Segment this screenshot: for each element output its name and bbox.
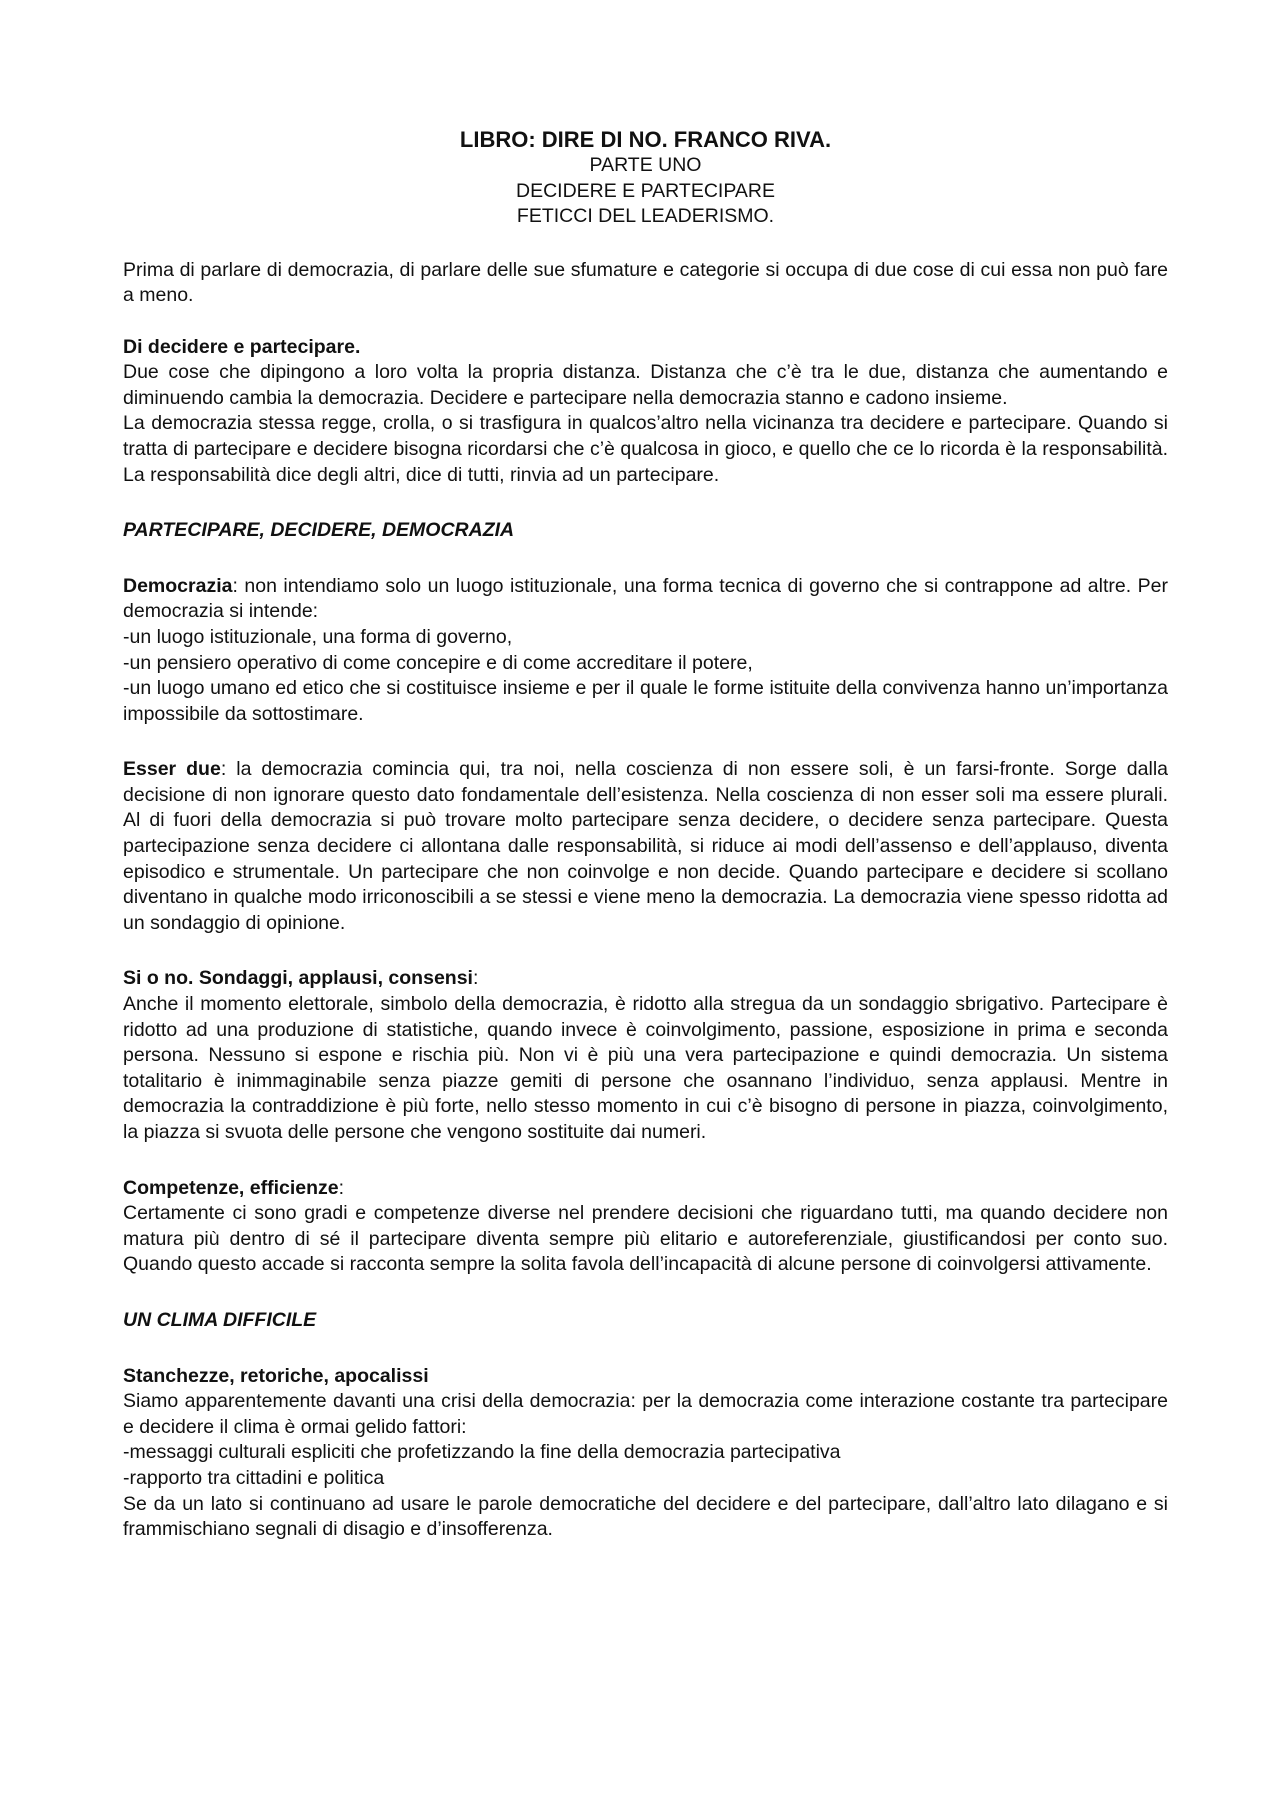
decidere-paragraph-1: Due cose che dipingono a loro volta la propria distanza. Distanza che c’è tra le due, distanza che aumentando e diminuendo cambia la democrazia. Decidere e partecipare nella democrazia stanno e cadono insieme. — [123, 361, 1168, 409]
list-item: -un luogo istituzionale, una forma di governo, — [123, 625, 513, 648]
document-title: LIBRO: DIRE DI NO. FRANCO RIVA. — [459, 127, 832, 152]
stanchezze-heading: Stanchezze, retoriche, apocalissi — [123, 1364, 429, 1387]
decidere-paragraph-2: La democrazia stessa regge, crolla, o si trasfigura in qualcos’altro nella vicinanza tra decidere e partecipare. Quando si tratta di partecipare e decidere bisogna ricordarsi che c’è qualcosa in gioco, e quello che ce lo ricorda è la responsabilità. La responsabilità dice degli altri, dice di tutti, rinvia ad un partecipare. — [123, 412, 1168, 486]
stanchezze-list — [123, 1440, 1168, 1491]
section-heading-clima: UN CLIMA DIFFICILE — [123, 1308, 317, 1331]
intro-paragraph: Prima di parlare di democrazia, di parlare delle sue sfumature e categorie si occupa di due cose di cui essa non può fare a meno. — [123, 258, 1168, 307]
democrazia-term: Democrazia — [123, 574, 233, 597]
list-item: -un pensiero operativo di come concepire e di come accreditare il potere, — [123, 651, 753, 674]
competenze-paragraph: Certamente ci sono gradi e competenze diverse nel prendere decisioni che riguardano tutti, ma quando decidere non matura più dentro di sé il partecipare diventa sempre più elitario e autoreferenziale, giustificandosi per conto suo. Quando questo accade si racconta sempre la solita favola dell’incapacità di alcune persone di coinvolgersi attivamente. — [123, 1202, 1168, 1276]
chapter-label: DECIDERE E PARTECIPARE — [516, 179, 775, 202]
part-label: PARTE UNO — [589, 154, 702, 176]
competenze-heading: Competenze, efficienze — [123, 1176, 339, 1199]
esser-due-term: Esser due — [123, 758, 221, 781]
sondaggi-heading: Si o no. Sondaggi, applausi, consensi — [123, 967, 473, 990]
esser-due-text: : la democrazia comincia qui, tra noi, nella coscienza di non essere soli, è un farsi-fronte. Sorge dalla decisione di non ignorare questo dato fondamentale dell’esistenza. Nella coscienza di non esser soli ma essere plurali. Al di fuori della democrazia si può trovare molto partecipare senza decidere, o decidere senza partecipare. Questa partecipazione senza decidere ci allontana dalle responsabilità, si riduce ai modi dell’assenso e dell’applauso, diventa episodico e strumentale. Un partecipare che non coinvolge e non decide. Quando partecipare e decidere si scollano diventano in qualche modo irriconoscibili a se stessi e viene meno la democrazia. La democrazia viene spesso ridotta ad un sondaggio di opinione. — [123, 758, 1168, 934]
section-heading-partecipare: PARTECIPARE, DECIDERE, DEMOCRAZIA — [123, 519, 515, 542]
stanchezze-closing: Se da un lato si continuano ad usare le parole democratiche del decidere e del partecipare, dall’altro lato dilagano e si frammischiano segnali di disagio e d’insofferenza. — [123, 1492, 1168, 1541]
competenze-heading-line — [123, 1176, 1168, 1202]
list-item: -rapporto tra cittadini e politica — [123, 1466, 385, 1489]
democrazia-paragraph — [123, 574, 1168, 625]
competenze-colon: : — [338, 1176, 345, 1199]
esser-due-paragraph — [123, 757, 1168, 936]
democrazia-text: : non intendiamo solo un luogo istituzionale, una forma tecnica di governo che si contrappone ad altre. Per democrazia si intende: — [123, 574, 1168, 623]
list-item: -messaggi culturali espliciti che profetizzando la fine della democrazia partecipativa — [123, 1441, 841, 1464]
sondaggi-heading-line — [123, 966, 1168, 992]
subchapter-label: FETICCI DEL LEADERISMO. — [516, 205, 775, 228]
decidere-heading: Di decidere e partecipare. — [123, 335, 361, 358]
sondaggi-colon: : — [472, 967, 479, 990]
sondaggi-paragraph: Anche il momento elettorale, simbolo della democrazia, è ridotto alla stregua da un sondaggio sbrigativo. Partecipare è ridotto ad una produzione di statistiche, quando invece è coinvolgimento, passione, esposizione in prima e seconda persona. Nessuno si espone e rischia più. Non vi è più una vera partecipazione e quindi democrazia. Un sistema totalitario è inimmaginabile senza piazze gemiti di persone che osannano l’individuo, senza applausi. Mentre in democrazia la contraddizione è più forte, nello stesso momento in cui c’è bisogno di persone in piazza, coinvolgimento, la piazza si svuota delle persone che vengono sostituite dai numeri. — [123, 993, 1168, 1143]
stanchezze-paragraph: Siamo apparentemente davanti una crisi della democrazia: per la democrazia come interazione costante tra partecipare e decidere il clima è ormai gelido fattori: — [123, 1390, 1168, 1438]
democrazia-list — [123, 625, 1168, 727]
title-block — [123, 126, 1168, 230]
list-item: -un luogo umano ed etico che si costituisce insieme e per il quale le forme istituite della convivenza hanno un’importanza impossibile da sottostimare. — [123, 677, 1168, 725]
